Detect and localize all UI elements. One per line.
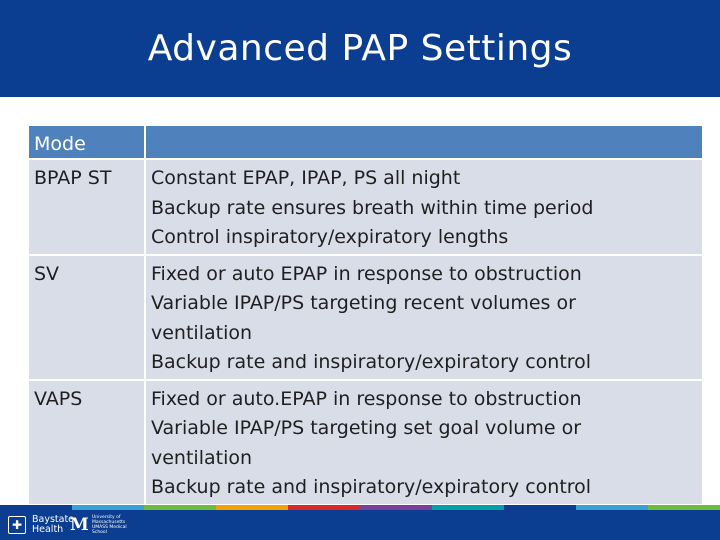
- description-line: Fixed or auto.EPAP in response to obstruction: [151, 387, 582, 410]
- table-row: [29, 158, 702, 254]
- description-cell: [146, 256, 702, 379]
- header-mode: Mode: [29, 126, 146, 158]
- table-row: [29, 254, 702, 379]
- description-line: Constant EPAP, IPAP, PS all night: [151, 167, 461, 189]
- mode-cell: BPAP ST: [29, 160, 146, 254]
- description-line: Backup rate ensures breath within time period: [151, 196, 594, 219]
- settings-table: [29, 126, 702, 504]
- description-cell: [146, 160, 702, 254]
- description-line: ventilation: [151, 321, 253, 344]
- table-row: [29, 379, 702, 504]
- logo-baystate-line1: Baystate: [32, 514, 75, 525]
- description-line: Fixed or auto EPAP in response to obstruction: [151, 262, 582, 285]
- description-cell: [146, 381, 702, 504]
- logo-umass-text: University of Massachusetts UMASS Medical School: [92, 515, 127, 535]
- umass-mark-icon: M: [70, 515, 89, 535]
- description-line: Variable IPAP/PS targeting recent volumes or: [151, 292, 576, 314]
- description-line: Control inspiratory/expiratory lengths: [151, 226, 509, 248]
- slide-title: Advanced PAP Settings: [147, 28, 573, 69]
- baystate-health-logo: [8, 513, 74, 537]
- medical-cross-icon: ✚: [8, 516, 26, 534]
- title-bar: [0, 0, 720, 97]
- mode-cell: SV: [29, 256, 146, 379]
- description-line: Backup rate and inspiratory/expiratory control: [151, 476, 592, 498]
- header-description: [146, 126, 702, 158]
- mode-cell: VAPS: [29, 381, 146, 504]
- description-line: ventilation: [151, 446, 253, 469]
- table-header-row: [29, 126, 702, 158]
- description-line: Backup rate and inspiratory/expiratory control: [151, 351, 592, 373]
- umass-medical-logo: [70, 513, 138, 537]
- description-line: Variable IPAP/PS targeting set goal volume or: [151, 417, 582, 439]
- logo-baystate-line2: Health: [32, 524, 64, 535]
